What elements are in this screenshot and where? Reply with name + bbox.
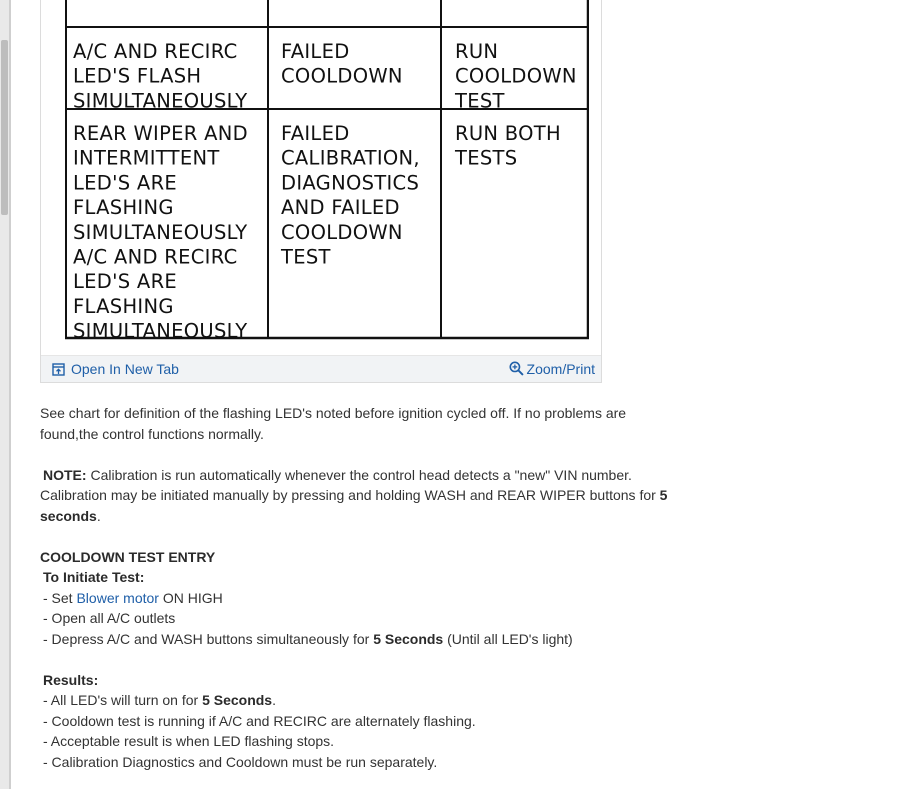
open-new-tab-icon [52, 363, 65, 376]
table-cell-text: RUN [455, 40, 499, 63]
result-1-bold: 5 Seconds [202, 692, 273, 708]
table-cell-text: TEST [281, 245, 331, 269]
zoom-print-label[interactable]: Zoom/Print [526, 361, 595, 377]
step-2: - Open all A/C outlets [43, 610, 176, 626]
note-text-1: Calibration is run automatically whenever the control head detects a "new" VIN number. Calibration may be initiated manually by pressing and holding WASH and REAR WIPER buttons for [40, 466, 660, 503]
table-cell-text: FLASHING [73, 294, 174, 318]
result-4: - Calibration Diagnostics and Cooldown must be run separately. [43, 753, 438, 770]
result-2: - Cooldown test is running if A/C and RECIRC are alternately flashing. [43, 712, 476, 729]
table-cell-text: AND FAILED [281, 196, 400, 220]
step-3 [40, 629, 680, 650]
intro-paragraph: See chart for definition of the flashing LED's noted before ignition cycled off. If no problems are found,the control functions normally. [40, 405, 627, 442]
figure-toolbar [41, 355, 601, 382]
open-in-new-tab-link[interactable] [52, 361, 179, 377]
note-text-2: . [96, 507, 101, 524]
table-cell-text: INTERMITTENT [73, 146, 220, 170]
article-body [40, 403, 680, 772]
result-1-suffix: . [272, 692, 276, 708]
step-1 [40, 588, 680, 609]
table-cell-text: CALIBRATION, [281, 146, 420, 170]
table-cell-text: TESTS [455, 146, 518, 170]
table-cell-text: DIAGNOSTICS [281, 171, 420, 195]
scrollbar-thumb[interactable] [1, 40, 8, 215]
step-1-suffix: ON HIGH [158, 589, 223, 606]
zoom-print-link[interactable] [509, 359, 595, 377]
zoom-magnifier-icon [509, 361, 524, 376]
diagnostic-chart-figure [40, 0, 602, 383]
table-cell-text: A/C AND RECIRC [73, 245, 238, 269]
blower-motor-link[interactable]: Blower motor [76, 589, 159, 606]
table-cell-text: REAR WIPER AND [73, 122, 248, 145]
step-3-prefix: - Depress A/C and WASH buttons simultaneously for [43, 630, 374, 647]
table-cell-text: COOLDOWN [281, 220, 403, 244]
note-bold: 5 seconds [40, 487, 668, 524]
table-cell-text: SIMULTANEOUSLY [73, 89, 248, 113]
step-1-prefix: - Set [43, 589, 77, 606]
table-cell-text: TEST [455, 89, 505, 113]
content-left-border [9, 0, 11, 789]
led-diagnostic-table [65, 0, 589, 340]
step-3-bold: 5 Seconds [373, 630, 444, 647]
result-1 [40, 690, 680, 711]
table-cell-text: LED'S ARE [73, 270, 178, 294]
initiate-label: To Initiate Test: [43, 569, 145, 585]
table-cell-text: A/C AND RECIRC [73, 40, 238, 63]
section-title: COOLDOWN TEST ENTRY [40, 548, 216, 565]
open-in-new-tab-label[interactable]: Open In New Tab [71, 361, 179, 377]
table-cell-text: FLASHING [73, 196, 174, 220]
table-cell-text: SIMULTANEOUSLY [73, 319, 248, 340]
table-cell-text: FAILED [281, 40, 350, 63]
table-cell-text: COOLDOWN [281, 64, 403, 88]
note-paragraph [40, 465, 680, 527]
note-label: NOTE: [43, 466, 87, 483]
table-cell-text: COOLDOWN [455, 64, 577, 88]
table-cell-text: FAILED [281, 122, 350, 145]
result-1-prefix: - All LED's will turn on for [43, 692, 203, 708]
vertical-scrollbar[interactable] [0, 0, 9, 789]
led-diagnostic-table-graphic [65, 0, 589, 340]
table-cell-text: LED'S FLASH [73, 64, 202, 88]
table-cell-text: LED'S ARE [73, 171, 178, 195]
table-cell-text: RUN BOTH [455, 122, 561, 145]
step-3-suffix: (Until all LED's light) [443, 630, 573, 647]
table-cell-text: SIMULTANEOUSLY [73, 220, 248, 244]
result-3: - Acceptable result is when LED flashing stops. [43, 733, 335, 749]
results-label: Results: [43, 671, 99, 688]
